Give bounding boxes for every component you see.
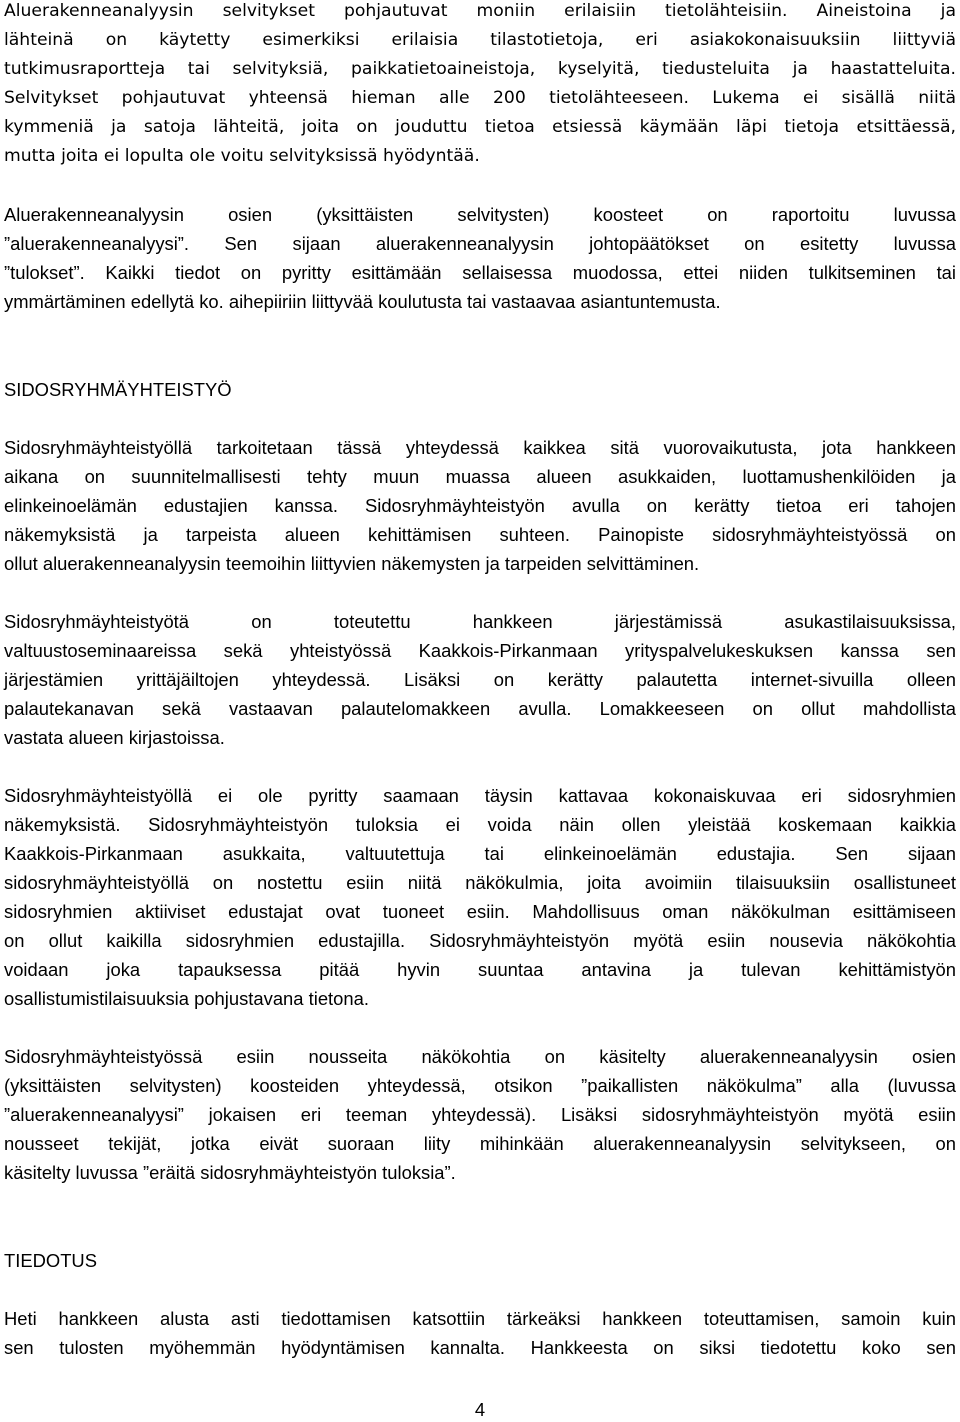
paragraph-line: voidaan joka tapauksessa pitää hyvin suuntaa antavina ja tulevan kehittämistyön [4, 959, 956, 980]
paragraph-sources [4, 0, 956, 171]
paragraph-line: aikana on suunnitelmallisesti tehty muun muassa alueen asukkaiden, luottamushenkilöiden ja [4, 466, 956, 487]
paragraph-line: Sidosryhmäyhteistyöllä ei ole pyritty saamaan täysin kattavaa kokonaiskuvaa eri sidosryhmien [4, 785, 956, 806]
section-heading-tiedotus: TIEDOTUS [4, 1250, 97, 1271]
paragraph-line: nousseet tekijät, jotka eivät suoraan liity mihinkään aluerakenneanalyysin selvitykseen, on [4, 1133, 956, 1154]
section-heading-sidosryhmayhteistyo: SIDOSRYHMÄYHTEISTYÖ [4, 379, 232, 400]
paragraph-line: Sidosryhmäyhteistyössä esiin nousseita näkökohtia on käsitelty aluerakenneanalyysin osien [4, 1046, 956, 1067]
paragraph-line: (yksittäisten selvitysten) koosteiden yhteydessä, otsikon ”paikallisten näkökulma” alla (luvussa [4, 1075, 956, 1096]
paragraph-line: Selvitykset pohjautuvat yhteensä hieman alle 200 tietolähteeseen. Lukema ei sisällä niitä [4, 88, 956, 108]
page-number: 4 [474, 1399, 486, 1420]
paragraph-line: tutkimusraportteja tai selvityksiä, paikkatietoaineistoja, kyselyitä, tiedusteluita ja haastatteluita. [4, 59, 956, 79]
paragraph-stakeholder-results [4, 1042, 956, 1187]
paragraph-line: Aluerakenneanalyysin osien (yksittäisten selvitysten) koosteet on raportoitu luvussa [4, 204, 956, 225]
paragraph-line: Aluerakenneanalyysin selvitykset pohjautuvat moniin erilaisiin tietolähteisiin. Aineistoina ja [4, 1, 956, 21]
paragraph-line: lähteinä on käytetty esimerkiksi erilaisia tilastotietoja, eri asiakokonaisuuksiin liittyviä [4, 30, 956, 50]
paragraph-line: osallistumistilaisuuksia pohjustavana tietona. [4, 988, 369, 1009]
paragraph-line: ”aluerakenneanalyysi” jokaisen eri teeman yhteydessä). Lisäksi sidosryhmäyhteistyön myötä esiin [4, 1104, 956, 1125]
paragraph-line: Sidosryhmäyhteistyötä on toteutettu hankkeen järjestämissä asukastilaisuuksissa, [4, 611, 956, 632]
paragraph-stakeholder-events [4, 607, 956, 752]
paragraph-line: näkemyksistä. Sidosryhmäyhteistyön tuloksia ei voida näin ollen yleistää koskemaan kaikkia [4, 814, 956, 835]
paragraph-line: Kaakkois-Pirkanmaan asukkaita, valtuutettuja tai elinkeinoelämän edustajia. Sen sijaan [4, 843, 956, 864]
paragraph-line: ”tulokset”. Kaikki tiedot on pyritty esittämään sellaisessa muodossa, ettei niiden tulkitseminen tai [4, 262, 956, 283]
paragraph-line: sidosryhmäyhteistyöllä on nostettu esiin niitä näkökulmia, joita avoimiin tilaisuuksiin osallistuneet [4, 872, 956, 893]
paragraph-line: ”aluerakenneanalyysi”. Sen sijaan aluerakenneanalyysin johtopäätökset on esitetty luvussa [4, 233, 956, 254]
paragraph-stakeholder-limitations [4, 781, 956, 1013]
paragraph-reporting [4, 200, 956, 316]
paragraph-line: ymmärtäminen edellytä ko. aihepiiriin liittyvää koulutusta tai vastaavaa asiantuntemusta. [4, 291, 721, 312]
paragraph-line: käsitelty luvussa ”eräitä sidosryhmäyhteistyön tuloksia”. [4, 1162, 456, 1183]
paragraph-line: elinkeinoelämän edustajien kanssa. Sidosryhmäyhteistyön avulla on kerätty tietoa eri tahojen [4, 495, 956, 516]
paragraph-line: sen tulosten myöhemmän hyödyntämisen kannalta. Hankkeesta on siksi tiedotettu koko sen [4, 1337, 956, 1358]
paragraph-line: ollut aluerakenneanalyysin teemoihin liittyvien näkemysten ja tarpeiden selvittäminen. [4, 553, 700, 574]
paragraph-communication [4, 1304, 956, 1362]
paragraph-line: sidosryhmien aktiiviset edustajat ovat tuoneet esiin. Mahdollisuus oman näkökulman esittämiseen [4, 901, 956, 922]
paragraph-line: järjestämien yrittäjäiltojen yhteydessä. Lisäksi on kerätty palautetta internet-sivuilla olleen [4, 669, 956, 690]
paragraph-line: Sidosryhmäyhteistyöllä tarkoitetaan tässä yhteydessä kaikkea sitä vuorovaikutusta, jota hankkeen [4, 437, 956, 458]
paragraph-line: palautekanavan sekä vastaavan palautelomakkeen avulla. Lomakkeeseen on ollut mahdollista [4, 698, 956, 719]
paragraph-line: vastata alueen kirjastoissa. [4, 727, 225, 748]
paragraph-line: valtuustoseminaareissa sekä yhteistyössä Kaakkois-Pirkanmaan yrityspalvelukeskuksen kanssa sen [4, 640, 956, 661]
paragraph-line: näkemyksistä ja tarpeista alueen kehittämisen suhteen. Painopiste sidosryhmäyhteistyössä on [4, 524, 956, 545]
paragraph-line: mutta joita ei lopulta ole voitu selvityksissä hyödyntää. [4, 146, 480, 166]
paragraph-line: Heti hankkeen alusta asti tiedottamisen katsottiin tärkeäksi hankkeen toteuttamisen, samoin kuin [4, 1308, 956, 1329]
paragraph-stakeholder-definition [4, 433, 956, 578]
paragraph-line: on ollut kaikilla sidosryhmien edustajilla. Sidosryhmäyhteistyön myötä esiin nousevia näkökohtia [4, 930, 956, 951]
paragraph-line: kymmeniä ja satoja lähteitä, joita on jouduttu tietoa etsiessä käymään läpi tietoja etsittäessä, [4, 117, 956, 137]
